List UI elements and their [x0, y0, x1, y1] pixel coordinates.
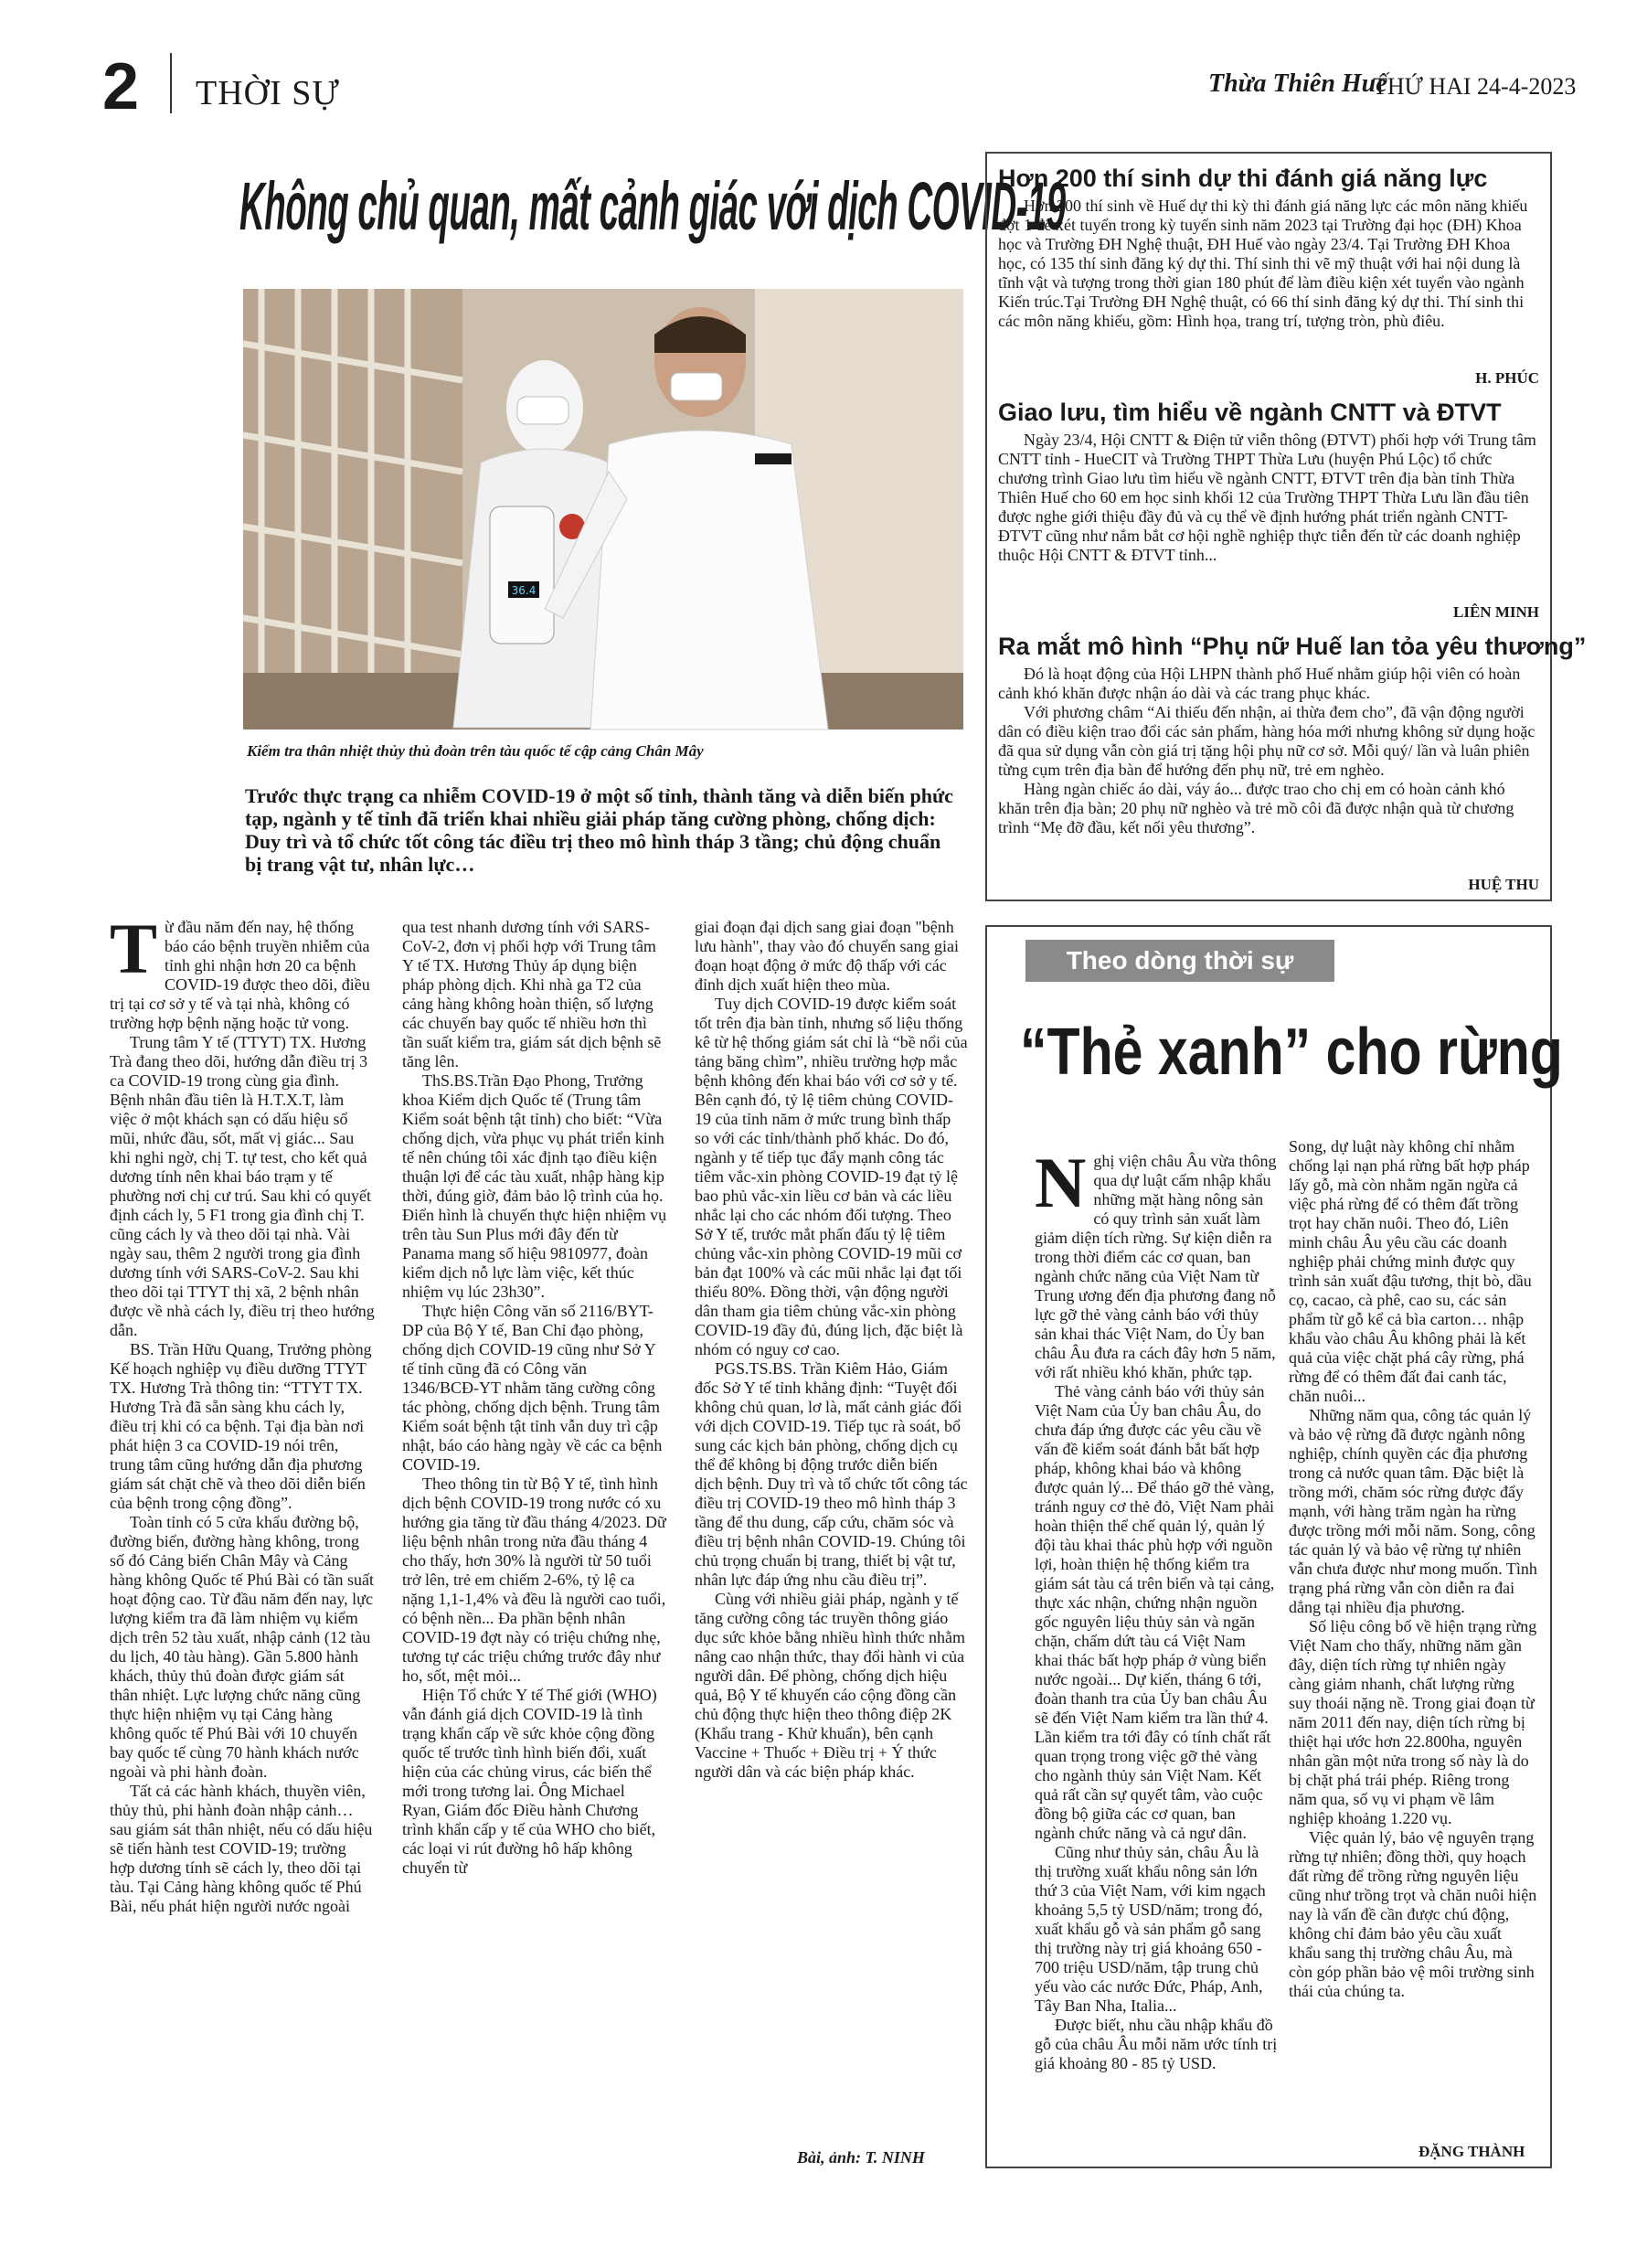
article-paragraph: Thực hiện Công văn số 2116/BYT-DP của Bộ Y tế, Ban Chỉ đạo phòng, chống dịch COVID-19 cũng như Sở Y tế tỉnh cũng đã có Công văn 1346/BCĐ-YT nhằm tăng cường công tác phòng, chống dịch bệnh. Trung tâm Kiểm soát bệnh tật tỉnh vẫn duy trì cập nhật, báo cáo hàng ngày về các ca bệnh COVID-19. — [402, 1302, 663, 1474]
brief-body-group — [998, 665, 1539, 837]
article-paragraph: PGS.TS.BS. Trần Kiêm Hảo, Giám đốc Sở Y tế tỉnh khẳng định: “Tuyệt đối không chủ quan, lơ là, mất cảnh giác đối với dịch COVID-19. Tiếp tục rà soát, bổ sung các kịch bản phòng, chống dịch cụ thể để không bị động trước diễn biến dịch bệnh. Duy trì và tổ chức tốt công tác điều trị COVID-19 theo mô hình tháp 3 tầng để thu dung, cấp cứu, chăm sóc và điều trị bệnh nhân COVID-19. Chúng tôi chủ trọng chuẩn bị trang, thiết bị vật tư, nhân lực đáp ứng nhu cầu điều trị”. — [695, 1359, 968, 1589]
article-paragraph: Theo thông tin từ Bộ Y tế, tình hình dịch bệnh COVID-19 trong nước có xu hướng gia tăng từ đầu tháng 4/2023. Dữ liệu bệnh nhân trong nửa đầu tháng 4 cho thấy, hơn 30% là người từ 50 tuổi trở lên, trẻ em chiếm 2-6%, tỷ lệ ca nặng 1,1-1,4% và đều là người cao tuổi, có bệnh nền... Đa phần bệnh nhân COVID-19 đợt này có triệu chứng nhẹ, tương tự các triệu chứng trước đây như ho, sốt, mệt mỏi... — [402, 1475, 666, 1685]
brief-body: Hơn 200 thí sinh về Huế dự thi kỳ thi đánh giá năng lực các môn năng khiếu đợt 1 để xét tuyển trong kỳ tuyển sinh năm 2023 tại Trường đại học (ĐH) Khoa học và Trường ĐH Nghệ thuật, ĐH Huế vào ngày 23/4. Tại Trường ĐH Khoa học, có 135 thí sinh đăng ký dự thi. Thí sinh thi vẽ mỹ thuật với hai nội dung là tĩnh vật và tượng trong thời gian 180 phút để làm điều kiện xét tuyển vào ngành Kiến trúc.Tại Trường ĐH Nghệ thuật, có 66 thí sinh đăng ký dự thi. Thí sinh thi các môn năng khiếu, gồm: Hình họa, trang trí, tượng tròn, phù điêu. — [998, 197, 1528, 330]
drop-cap: N — [1035, 1143, 1087, 1222]
brief-title: Ra mắt mô hình “Phụ nữ Huế lan tỏa yêu thương” — [998, 633, 1587, 660]
photo-illustration — [243, 289, 963, 729]
article-paragraph: Tuy dịch COVID-19 được kiểm soát tốt trên địa bàn tỉnh, nhưng số liệu thống kê từ hệ thống giám sát chỉ là “bề nổi của tảng băng chìm”, nhiều trường hợp mắc bệnh không đến khai báo với cơ sở y tế. Bên cạnh đó, tỷ lệ tiêm chủng COVID-19 của tỉnh năm ở mức trung bình thấp so với các tỉnh/thành phố khác. Do đó, ngành y tế tiếp tục đẩy mạnh công tác tiêm vắc-xin phòng COVID-19 đạt tỷ lệ bao phủ vắc-xin liều cơ bản và các liều nhắc lại cho các nhóm đối tượng. Theo Sở Y tế, trước mắt phấn đấu tỷ lệ tiêm chủng vắc-xin phòng COVID-19 mũi cơ bản đạt 100% và các mũi nhắc lại đạt tối thiểu 80%. Đồng thời, vận động người dân tham gia tiêm chủng vắc-xin phòng COVID-19 đầy đủ, đúng lịch, đặc biệt là nhóm có nguy cơ cao. — [695, 995, 968, 1358]
article-paragraph: Được biết, nhu cầu nhập khẩu đồ gỗ của châu Âu mỗi năm ước tính trị giá khoảng 80 - 85 tỷ USD. — [1035, 2016, 1278, 2072]
article-lead: Trước thực trạng ca nhiễm COVID-19 ở một số tỉnh, thành tăng và diễn biến phức tạp, ngành y tế tỉnh đã triển khai nhiều giải pháp tăng cường phòng, chống dịch: Duy trì và tổ chức tốt công tác điều trị theo mô hình tháp 3 tầng; chủ động chuẩn bị trang vật tư, nhân lực… — [245, 784, 953, 876]
article-paragraph: qua test nhanh dương tính với SARS-CoV-2, đơn vị phối hợp với Trung tâm Y tế TX. Hương Thủy áp dụng biện pháp phòng dịch. Khi nhà ga T2 của cảng hàng không hoàn thiện, số lượng các chuyến bay quốc tế nhiều hơn thì tần suất kiểm tra, giám sát dịch bệnh sẽ tăng lên. — [402, 918, 662, 1070]
article-paragraph: Nghị viện châu Âu vừa thông qua dự luật cấm nhập khẩu những mặt hàng nông sản có quy trình sản xuất làm giảm diện tích rừng. Sự kiện diễn ra trong thời điểm các cơ quan, ban ngành chức năng của Việt Nam từ Trung ương đến địa phương đang nỗ lực gỡ thẻ vàng cảnh báo với thủy sản khai thác Việt Nam, do Ủy ban châu Âu đưa ra cách đây hơn 5 năm, với rất nhiều khó khăn, phức tạp. — [1035, 1143, 1277, 1381]
article-column-2 — [402, 918, 667, 2167]
article-paragraph: Toàn tỉnh có 5 cửa khẩu đường bộ, đường biển, đường hàng không, trong số đó Cảng biển Chân Mây và Cảng hàng không Quốc tế Phú Bài có tần suất hoạt động cao. Từ đầu năm đến nay, lực lượng kiểm tra đã làm nhiệm vụ kiểm dịch trên 52 tàu xuất, nhập cảnh (12 tàu du lịch, 40 tàu hàng). Gần 5.800 hành khách, thủy thủ đoàn được giám sát thân nhiệt. Lực lượng chức năng cũng thực hiện nhiệm vụ tại Cảng hàng không quốc tế Phú Bài với 10 chuyến bay quốc tế cùng 70 hành khách nước ngoài và phi hành đoàn. — [110, 1513, 374, 1781]
article-paragraph: giai đoạn đại dịch sang giai đoạn "bệnh lưu hành", thay vào đó chuyển sang giai đoạn hoạt động ở mức độ thấp với các đỉnh dịch xuất hiện theo mùa. — [695, 918, 960, 994]
brief-body: Hàng ngàn chiếc áo dài, váy áo... được trao cho chị em có hoàn cảnh khó khăn trên địa bàn; 20 phụ nữ nghèo và trẻ mồ côi đã được nhận quà từ chương trình “Mẹ đỡ đầu, kết nối yêu thương”. — [998, 780, 1514, 836]
brief-body: Ngày 23/4, Hội CNTT & Điện tử viễn thông (ĐTVT) phối hợp với Trung tâm CNTT tỉnh - HueCIT và Trường THPT Thừa Lưu (huyện Phú Lộc) tổ chức chương trình Giao lưu tìm hiểu về ngành CNTT, ĐTVT trên địa bàn tỉnh Thừa Thiên Huế cho 60 em học sinh khối 12 của Trường THPT Thừa Lưu lần đầu tiên được nghe giới thiệu đầy đủ và cụ thể về định hướng phát triển ngành CNTT- ĐTVT cũng như nắm bắt cơ hội nghề nghiệp thực tiễn đến từ các doanh nghiệp thuộc Hội CNTT & ĐTVT tỉnh... — [998, 431, 1536, 564]
main-headline-text: Không chủ quan, mất cảnh giác với dịch COVID-19 — [239, 168, 1066, 244]
article-paragraph: Trung tâm Y tế (TTYT) TX. Hương Trà đang theo dõi, hướng dẫn điều trị 3 ca COVID-19 trong cùng gia đình. Bệnh nhân đầu tiên là H.T.X.T, làm việc ở một khách sạn có dấu hiệu sổ mũi, nhức đầu, sốt, mất vị giác... Sau khi nghi ngờ, chị T. tự test, cho kết quả dương tính nên khai báo trạm y tế phường nơi chị cư trú. Sau khi có quyết định cách ly, 5 F1 trong gia đình chị T. cũng cách ly và theo dõi tại nhà. Vài ngày sau, thêm 2 người trong gia đình dương tính với SARS-CoV-2. Sau khi theo dõi tại TTYT thị xã, 2 bệnh nhân được về nhà cách ly, điều trị theo hướng dẫn. — [110, 1033, 375, 1339]
page-number: 2 — [102, 50, 140, 123]
commentary-column-2 — [1283, 1137, 1543, 2134]
commentary-column-1 — [1029, 1143, 1283, 2148]
brief-body: Đó là hoạt động của Hội LHPN thành phố Huế nhằm giúp hội viên có hoàn cảnh khó khăn được nhận áo dài và các trang phục khác. — [998, 665, 1521, 702]
article-paragraph: Số liệu công bố về hiện trạng rừng Việt Nam cho thấy, những năm gần đây, diện tích rừng tự nhiên ngày càng giảm nhanh, chất lượng rừng suy thoái nặng nề. Trong giai đoạn từ năm 2011 đến nay, diện tích rừng bị thiệt hại ước hơn 22.800ha, nguyên nhân gần một nửa trong số này là do bị chặt phá trái phép. Riêng trong năm qua, số vụ vi phạm về lâm nghiệp khoảng 1.220 vụ. — [1289, 1617, 1537, 1827]
article-photo — [243, 289, 963, 729]
section-name: THỜI SỰ — [196, 74, 340, 112]
brief-author: H. PHÚC — [1475, 369, 1539, 387]
commentary-title — [1020, 1011, 1563, 1093]
article-paragraph: Cũng như thủy sản, châu Âu là thị trường xuất khẩu nông sản lớn thứ 3 của Việt Nam, với kim ngạch khoảng 5,5 tỷ USD/năm; trong đó, xuất khẩu gỗ và sản phẩm gỗ sang thị trường này trị giá khoảng 650 - 700 triệu USD/năm, tập trung chủ yếu vào các nước Đức, Pháp, Anh, Tây Ban Nha, Italia... — [1035, 1843, 1266, 2015]
issue-date: THỨ HAI 24-4-2023 — [1373, 73, 1577, 100]
brief-author: HUỆ THU — [1468, 876, 1539, 893]
article-paragraph: Cùng với nhiều giải pháp, ngành y tế tăng cường công tác truyền thông giáo dục sức khỏe bằng nhiều hình thức nhằm nâng cao nhận thức, thay đổi hành vi của người dân. Để phòng, chống dịch hiệu quả, Bộ Y tế khuyến cáo cộng đồng cần chủ động thực hiện theo thông điệp 2K (Khẩu trang - Khử khuẩn), bên cạnh Vaccine + Thuốc + Điều trị + Ý thức người dân và các biện pháp khác. — [695, 1590, 965, 1781]
article-paragraph: Tất cả các hành khách, thuyền viên, thủy thủ, phi hành đoàn nhập cảnh… sau giám sát thân nhiệt, nếu có dấu hiệu sẽ tiến hành test COVID-19; trường hợp dương tính sẽ cách ly, theo dõi tại tàu. Tại Cảng hàng không quốc tế Phú Bài, nếu phát hiện người nước ngoài — [110, 1782, 373, 1915]
article-paragraph: Thẻ vàng cảnh báo với thủy sản Việt Nam của Ủy ban châu Âu, do chưa đáp ứng được các yêu cầu về vấn đề kiểm soát đánh bắt bất hợp pháp, không khai báo và không được quản lý... Để tháo gỡ thẻ vàng, tránh nguy cơ thẻ đỏ, Việt Nam phải hoàn thiện thể chế quản lý, quản lý đội tàu khai thác phù hợp với nguồn lợi, hoàn thiện hệ thống kiểm tra giám sát tàu cá trên biển và tại cảng, thực xác nhận, chứng nhận nguồn gốc nguyên liệu thủy sản và ngăn chặn, chấm dứt tàu cá Việt Nam khai thác bất hợp pháp ở vùng biển nước ngoài... Dự kiến, tháng 6 tới, đoàn thanh tra của Ủy ban châu Âu sẽ đến Việt Nam kiểm tra lần thứ 4. Lần kiểm tra tới đây có tính chất rất quan trọng trong việc gỡ thẻ vàng cho ngành thủy sản Việt Nam. Kết quả rất cần sự quyết tâm, vào cuộc đồng bộ giữa các cơ quan, ban ngành chức năng và cả ngư dân. — [1035, 1382, 1275, 1842]
article-paragraph: BS. Trần Hữu Quang, Trưởng phòng Kế hoạch nghiệp vụ điều dưỡng TTYT TX. Hương Trà thông tin: “TTYT TX. Hương Trà đã sẵn sàng khu cách ly, điều trị khi có ca bệnh. Tại địa bàn nơi phát hiện 3 ca COVID-19 nói trên, trung tâm cũng hướng dẫn địa phương giám sát chặt chẽ và theo dõi diễn biến của bệnh trong cộng đồng”. — [110, 1340, 372, 1512]
brief-title: Hơn 200 thí sinh dự thi đánh giá năng lực — [998, 165, 1488, 192]
brief-body: Với phương châm “Ai thiếu đến nhận, ai thừa đem cho”, đã vận động người dân có điều kiện trao đổi các sản phẩm, hàng hóa mới nhưng không sử dụng hoặc đã qua sử dụng vẫn còn giá trị tặng hội phụ nữ cơ sở. Mỗi quý/ lần và luân phiên từng cụm trên địa bàn để hướng đến phụ nữ, trẻ em nghèo. — [998, 703, 1535, 779]
article-paragraph: Từ đầu năm đến nay, hệ thống báo cáo bệnh truyền nhiễm của tỉnh ghi nhận hơn 20 ca bệnh COVID-19 được theo dõi, điều trị tại cơ sở y tế và tại nhà, không có trường hợp bệnh nặng hoặc tử vong. — [110, 909, 370, 1032]
article-paragraph: Những năm qua, công tác quản lý và bảo vệ rừng đã được ngành nông nghiệp, chính quyền các địa phương trong cả nước quan tâm. Đặc biệt là trồng mới, chăm sóc rừng được đẩy mạnh, với hàng trăm ngàn ha rừng được trồng mới mỗi năm. Song, công tác quản lý và bảo vệ rừng tự nhiên vẫn chưa được như mong muốn. Tình trạng phá rừng vẫn còn diễn ra đai dẳng tại nhiều địa phương. — [1289, 1406, 1537, 1616]
header-divider — [170, 53, 172, 113]
article-byline: Bài, ảnh: T. NINH — [797, 2148, 925, 2167]
article-column-3 — [695, 918, 969, 2167]
commentary-author: ĐẶNG THÀNH — [1419, 2143, 1525, 2160]
commentary-label: Theo dòng thời sự — [1025, 940, 1334, 982]
article-paragraph: Song, dự luật này không chỉ nhằm chống lại nạn phá rừng bất hợp pháp lấy gỗ, mà còn nhằm ngăn ngừa cả việc phá rừng để có thêm đất trồng trọt hay chăn nuôi. Theo đó, Liên minh châu Âu yêu cầu các doanh nghiệp phải chứng minh được quy trình sản xuất đậu tương, thịt bò, dầu cọ, cacao, cà phê, cao su, các sản phẩm từ gỗ kể cả bìa carton… nhập khẩu vào châu Âu không phải là kết quả của việc chặt phá cây rừng, phá rừng để có thêm đất đai canh tác, chăn nuôi... — [1289, 1137, 1532, 1405]
brief-author: LIÊN MINH — [1453, 603, 1539, 621]
article-paragraph: Hiện Tổ chức Y tế Thế giới (WHO) vẫn đánh giá dịch COVID-19 là tình trạng khẩn cấp về sức khỏe cộng đồng quốc tế trước tình hình biến đổi, xuất hiện của các chủng virus, các biến thể mới trong tương lai. Ông Michael Ryan, Giám đốc Điều hành Chương trình khẩn cấp y tế của WHO cho biết, các loại vi rút đường hô hấp không chuyển từ — [402, 1686, 657, 1877]
photo-caption: Kiểm tra thân nhiệt thủy thủ đoàn trên tàu quốc tế cập cảng Chân Mây — [247, 742, 704, 760]
article-paragraph: ThS.BS.Trần Đạo Phong, Trưởng khoa Kiểm dịch Quốc tế (Trung tâm Kiểm soát bệnh tật tỉnh) cho biết: “Vừa chống dịch, vừa phục vụ phát triển kinh tế nên chúng tôi xác định tạo điều kiện thuận lợi để các tàu xuất, nhập hàng kịp thời, đúng giờ, đảm bảo lộ trình của họ. Điển hình là chuyến thực hiện nhiệm vụ trên tàu Sun Plus mới đây đến từ Panama mang số hiệu 9810977, đoàn kiểm dịch nỗ lực làm việc, kết thúc nhiệm vụ lúc 23h30”. — [402, 1071, 667, 1301]
newspaper-name: Thừa Thiên Huế — [1208, 69, 1387, 98]
article-column-1 — [110, 909, 375, 2167]
thermometer-reading: 36.4 — [511, 584, 537, 597]
drop-cap: T — [110, 909, 158, 988]
commentary-title-text: “Thẻ xanh” cho rừng — [1020, 1016, 1563, 1089]
main-headline — [239, 154, 1066, 260]
brief-title: Giao lưu, tìm hiểu về ngành CNTT và ĐTVT — [998, 399, 1502, 426]
article-paragraph: Việc quản lý, bảo vệ nguyên trạng rừng tự nhiên; đồng thời, quy hoạch đất rừng để trồng rừng nguyên liệu cũng như trồng trọt và chăn nuôi hiện nay là vấn đề cần được chú động, không chỉ đảm bảo yêu cầu xuất khẩu sang thị trường châu Âu, mà còn góp phần bảo vệ môi trường sinh thái của chúng ta. — [1289, 1828, 1537, 2000]
